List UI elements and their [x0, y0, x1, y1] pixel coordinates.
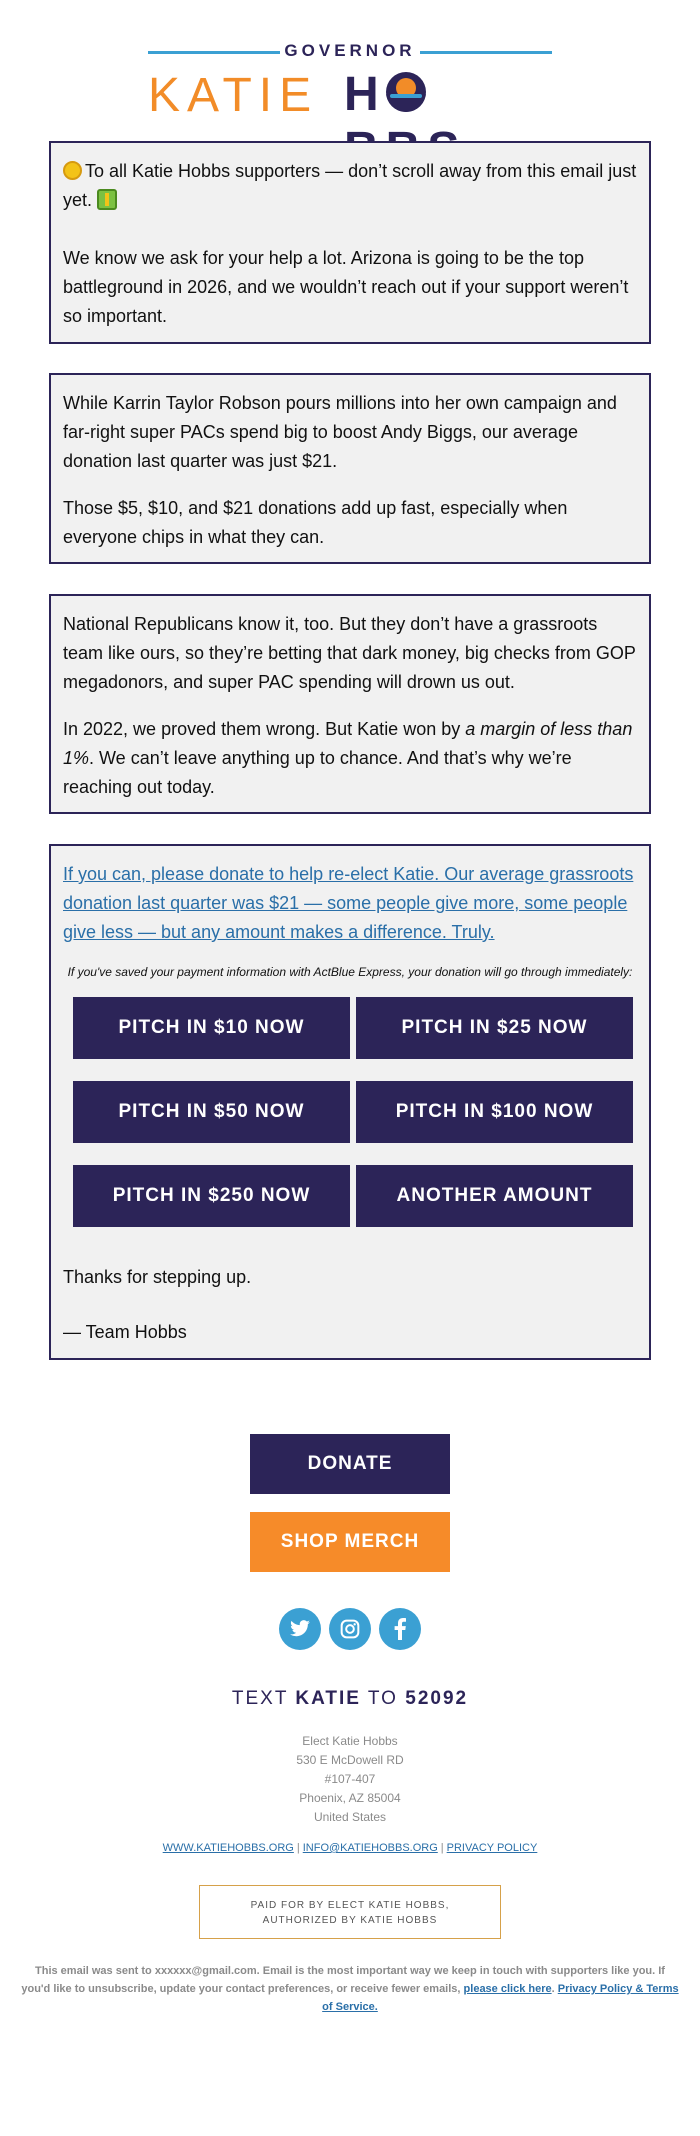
intro-line-1 — [63, 157, 637, 215]
logo-governor-text: GOVERNOR — [284, 41, 416, 60]
pitch-in-50-button[interactable]: PITCH IN $50 NOW — [73, 1081, 350, 1143]
logo-governor-row — [148, 40, 552, 64]
link-separator: | — [440, 1842, 444, 1854]
paid-for-line-2: AUTHORIZED BY KATIE HOBBS — [262, 1915, 438, 1926]
text-to: TO — [367, 1688, 398, 1709]
text-keyword: KATIE — [295, 1688, 361, 1709]
logo-rule-right — [420, 51, 552, 54]
pitch-in-250-button[interactable]: PITCH IN $250 NOW — [73, 1165, 350, 1227]
instagram-icon[interactable] — [329, 1608, 371, 1650]
sunset-o-icon — [386, 72, 426, 112]
facebook-icon[interactable] — [379, 1608, 421, 1650]
website-link[interactable]: WWW.KATIEHOBBS.ORG — [162, 1842, 294, 1854]
text-to-subscribe — [0, 1688, 700, 1710]
disclaimer-period: . — [551, 1983, 555, 1995]
footer-links — [0, 1842, 700, 1854]
logo-rule-left — [148, 51, 280, 54]
raised-hands-emoji-icon — [97, 189, 117, 210]
pitch-in-25-button[interactable]: PITCH IN $25 NOW — [356, 997, 633, 1059]
logo-first-name: KATIE — [148, 69, 319, 122]
intro-line-1-text: To all Katie Hobbs supporters — don’t scroll away from this email just yet. — [63, 161, 637, 210]
context-paragraph-2: Those $5, $10, and $21 donations add up fast, especially when everyone chips in what they can. — [63, 498, 568, 547]
social-links — [279, 1608, 421, 1650]
context-box — [49, 373, 651, 564]
twitter-icon[interactable] — [279, 1608, 321, 1650]
address-line: Elect Katie Hobbs — [302, 1734, 398, 1748]
donate-text-link[interactable]: If you can, please donate to help re-elect Katie. Our average grassroots donation last quarter was $21 — some people give more, some people give less — but any amount makes a difference. Truly. — [63, 864, 634, 942]
privacy-terms-link[interactable]: Privacy Policy & Terms of Service. — [322, 1983, 679, 2013]
text-prefix: TEXT — [231, 1688, 289, 1709]
text-short-code: 52092 — [405, 1688, 469, 1709]
pitch-in-10-button[interactable]: PITCH IN $10 NOW — [73, 997, 350, 1059]
address-line: #107-407 — [324, 1772, 376, 1786]
context-paragraph-1: While Karrin Taylor Robson pours millions into her own campaign and far-right super PACs spend big to boost Andy Biggs, our average donation last quarter was just $21. — [63, 393, 617, 471]
email-link[interactable]: INFO@KATIEHOBBS.ORG — [302, 1842, 438, 1854]
intro-box — [49, 141, 651, 344]
mailing-address — [0, 1732, 700, 1827]
logo-last-name-h: H — [344, 68, 386, 121]
donation-button-grid — [73, 997, 633, 1227]
privacy-policy-link[interactable]: PRIVACY POLICY — [446, 1842, 538, 1854]
republicans-p2-start: In 2022, we proved them wrong. But Katie won by — [63, 719, 466, 739]
logo-name-row — [148, 64, 552, 120]
disclaimer-text: This email was sent to xxxxxx@gmail.com. Email is the most important way we keep in touch with supporters like you. If you'd like to unsubscribe, update your contact preferences, or receive fewer emails, — [21, 1965, 665, 1995]
thanks-text: Thanks for stepping up. — [63, 1267, 252, 1287]
sun-emoji-icon — [63, 161, 82, 180]
donation-ask-box — [49, 844, 651, 1360]
address-line: Phoenix, AZ 85004 — [299, 1791, 401, 1805]
signature-text: — Team Hobbs — [63, 1322, 187, 1342]
pitch-in-100-button[interactable]: PITCH IN $100 NOW — [356, 1081, 633, 1143]
link-separator: | — [296, 1842, 300, 1854]
intro-line-2: We know we ask for your help a lot. Arizona is going to be the top battleground in 2026, and we wouldn’t reach out if your support weren’t so important. — [63, 248, 629, 326]
address-line: 530 E McDowell RD — [296, 1753, 404, 1767]
email-disclaimer — [20, 1962, 680, 2016]
unsubscribe-link[interactable]: please click here — [463, 1983, 552, 1995]
republicans-box — [49, 594, 651, 814]
paid-for-line-1: PAID FOR BY ELECT KATIE HOBBS, — [250, 1900, 450, 1911]
campaign-logo — [148, 40, 552, 120]
actblue-express-note: If you've saved your payment information with ActBlue Express, your donation will go through immediately: — [67, 965, 633, 979]
shop-merch-button[interactable]: SHOP MERCH — [250, 1512, 450, 1572]
address-line: United States — [313, 1810, 387, 1824]
republicans-paragraph-2 — [63, 715, 637, 802]
republicans-p2-end: . We can’t leave anything up to chance. And that’s why we’re reaching out today. — [63, 748, 572, 797]
margin-emphasis: a margin of less than 1% — [63, 719, 633, 768]
another-amount-button[interactable]: ANOTHER AMOUNT — [356, 1165, 633, 1227]
donate-button[interactable]: DONATE — [250, 1434, 450, 1494]
paid-for-disclaimer — [199, 1885, 501, 1939]
republicans-paragraph-1: National Republicans know it, too. But they don’t have a grassroots team like ours, so they’re betting that dark money, big checks from GOP megadonors, and super PAC spending will drown us out. — [63, 614, 636, 692]
